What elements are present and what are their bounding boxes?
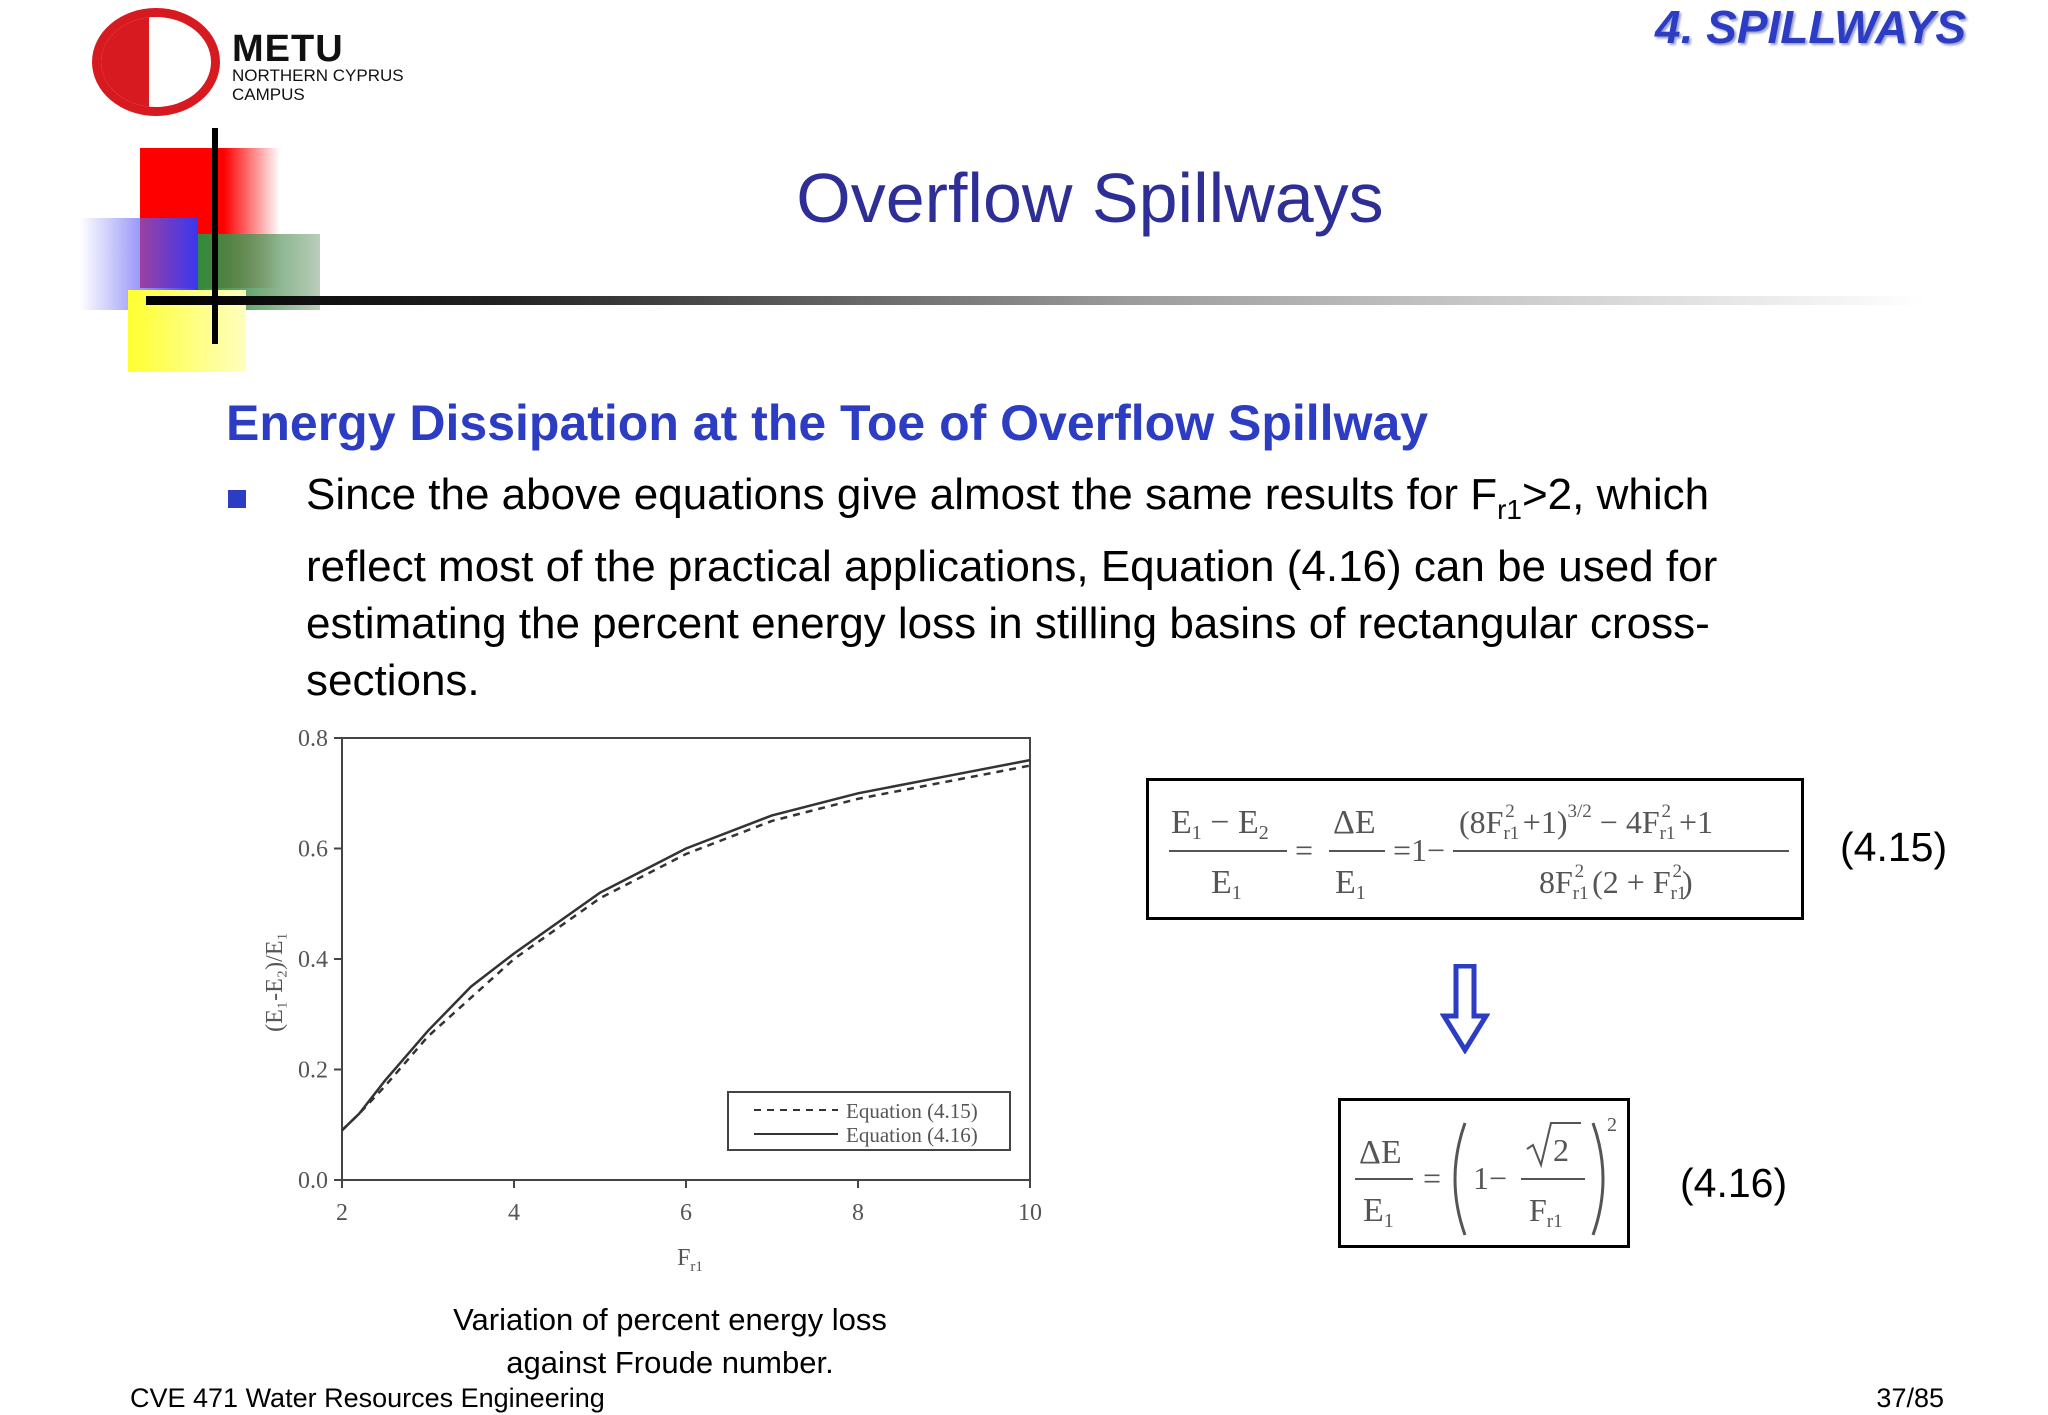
- y-axis-label: (E₁-E₂)/E₁: [262, 932, 288, 1032]
- equation-4-15-box: [1146, 778, 1804, 920]
- svg-text:=: =: [1295, 832, 1314, 868]
- x-tick-label: 10: [1018, 1200, 1042, 1226]
- y-axis-ticks: [298, 726, 342, 1194]
- caption-line-1: Variation of percent energy loss: [453, 1302, 887, 1337]
- series-line-equation-4-15-: [342, 766, 1030, 1131]
- chart-legend: [728, 1092, 1010, 1150]
- chart-caption: [400, 1298, 940, 1384]
- x-tick-label: 4: [508, 1200, 520, 1226]
- equation-4-16-box: [1338, 1098, 1630, 1248]
- down-arrow-icon: [1440, 964, 1490, 1054]
- equation-4-15: [1149, 781, 1801, 917]
- series-lines: [342, 760, 1030, 1130]
- legend-label: Equation (4.15): [846, 1099, 978, 1123]
- svg-text:E1: E1: [1211, 864, 1242, 904]
- svg-text:2: 2: [1607, 1114, 1617, 1136]
- page-title: Overflow Spillways: [796, 159, 1384, 237]
- svg-text:=1−: =1−: [1393, 832, 1446, 868]
- equation-4-16: [1341, 1101, 1627, 1245]
- x-axis-label: $F_{r1}$: [677, 1245, 703, 1275]
- svg-text:(8Fr12 +1)3/2 − 4Fr12 +1: $(8Fr12 +1)^{3/2} - 4Fr12 +1$: [1459, 801, 1713, 844]
- x-tick-label: 2: [336, 1200, 348, 1226]
- logo-sub-line2: CAMPUS: [232, 85, 305, 104]
- svg-text:ΔE: ΔE: [1359, 1134, 1402, 1171]
- svg-text:ΔE: ΔE: [1333, 804, 1376, 841]
- para-subscript: r1: [1497, 493, 1522, 525]
- y-tick-label: 0.6: [298, 836, 328, 863]
- caption-line-2: against Froude number.: [506, 1345, 834, 1380]
- svg-text:1−: 1−: [1473, 1160, 1508, 1196]
- y-tick-label: 0.2: [298, 1057, 328, 1084]
- svg-text:E1: E1: [1363, 1192, 1394, 1232]
- svg-text:2: 2: [1553, 1132, 1569, 1168]
- metu-logo-icon: [92, 8, 220, 116]
- para-text-1: Since the above equations give almost the same results for F: [306, 470, 1498, 519]
- svg-text:=: =: [1423, 1160, 1442, 1196]
- equation-4-15-label: (4.15): [1840, 824, 1948, 870]
- body-paragraph: [306, 466, 1766, 709]
- bullet-icon: [228, 490, 246, 508]
- section-tag: 4. SPILLWAYS: [1655, 1, 1966, 53]
- para-text-2: >2, which reflect most of the practical applications, Equation (4.16) can be used for estimating the percent energy loss in stilling basins of rectangular cross-sections.: [306, 470, 1718, 705]
- logo-sub-line1: NORTHERN CYPRUS: [232, 66, 404, 85]
- x-tick-label: 6: [680, 1200, 692, 1226]
- y-tick-label: 0.0: [298, 1168, 328, 1194]
- svg-text:Fr1: Fr1: [1529, 1192, 1563, 1232]
- energy-loss-chart: [250, 710, 1070, 1290]
- series-line-equation-4-16-: [342, 760, 1030, 1130]
- svg-text:E1: E1: [1335, 864, 1366, 904]
- y-tick-label: 0.8: [298, 726, 328, 752]
- decor-horizontal-rule: [146, 296, 1926, 305]
- section-subtitle: Energy Dissipation at the Toe of Overflow Spillway: [226, 395, 1429, 451]
- logo-name: METU: [232, 28, 344, 70]
- y-tick-label: 0.4: [298, 947, 328, 973]
- legend-label: Equation (4.16): [846, 1123, 978, 1147]
- x-tick-label: 8: [852, 1200, 864, 1226]
- logo-subtitle: [232, 66, 404, 104]
- equation-4-16-label: (4.16): [1680, 1160, 1788, 1206]
- x-axis-ticks: [336, 1180, 1042, 1226]
- footer-page-number: 37/85: [1876, 1383, 1944, 1413]
- svg-text:E1 − E2: E1 − E2: [1171, 804, 1269, 844]
- footer-course: CVE 471 Water Resources Engineering: [130, 1383, 605, 1413]
- svg-text:8Fr12 (2 + Fr12): 8Fr12 (2 + Fr12): [1539, 861, 1693, 904]
